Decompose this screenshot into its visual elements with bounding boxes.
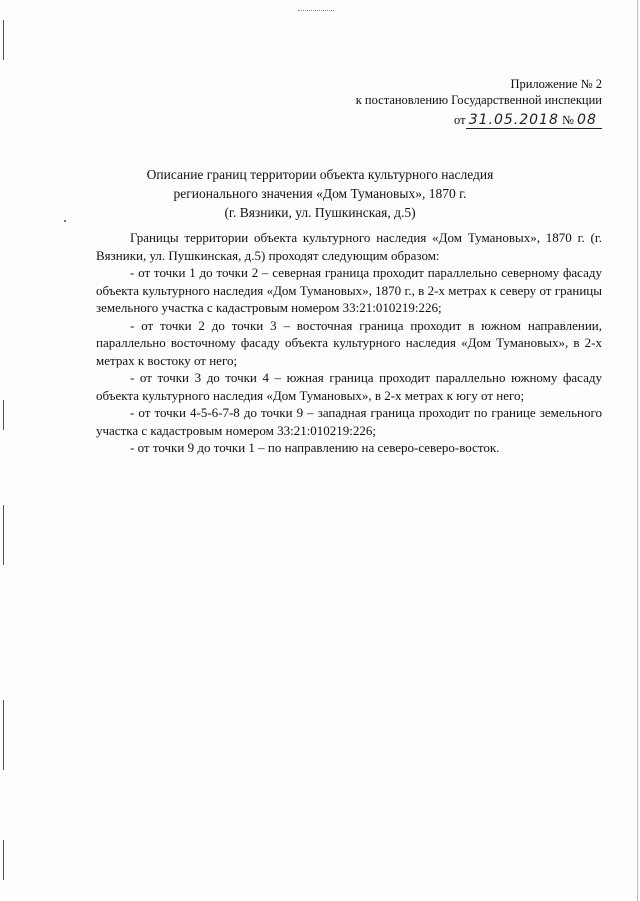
appendix-header (356, 76, 602, 108)
document-body (96, 229, 602, 457)
boundary-south: - от точки 3 до точки 4 – южная граница проходит параллельно южному фасаду объекта культурного наследия «Дом Тумановых», в 2-х метрах к югу от него; (96, 370, 602, 403)
handwritten-number: 08 (577, 112, 597, 128)
title-line-2: регионального значения «Дом Тумановых», 1870 г. (173, 186, 467, 201)
appendix-number: Приложение № 2 (510, 77, 602, 91)
date-underline (466, 128, 602, 129)
boundary-north: - от точки 1 до точки 2 – северная граница проходит параллельно северному фасаду объекта культурного наследия «Дом Тумановых», 1870 г., в 2-х метрах к северу от границы земельного участка с кадастровым номером 33:21:010219:226; (96, 265, 602, 315)
resolution-date-line (454, 112, 597, 128)
scan-edge-mark (3, 505, 4, 565)
document-title (0, 165, 640, 222)
handwritten-date: 31.05.2018 (468, 112, 559, 128)
boundary-east: - от точки 2 до точки 3 – восточная граница проходит в южном направлении, параллельно восточному фасаду объекта культурного наследия «Дом Тумановых», в 2-х метрах к востоку от него; (96, 317, 602, 368)
date-prefix: от (454, 113, 466, 127)
scan-artifact (298, 10, 334, 15)
scan-edge-mark (3, 700, 4, 770)
number-prefix: № (561, 113, 574, 127)
title-line-1: Описание границ территории объекта культурного наследия (146, 167, 494, 182)
intro-paragraph: Границы территории объекта культурного наследия «Дом Тумановых», 1870 г. (г. Вязники, ул. Пушкинская, д.5) проходят следующим образом: (96, 230, 602, 263)
appendix-reference: к постановлению Государственной инспекции (355, 93, 602, 107)
scan-edge-mark (3, 400, 4, 430)
scan-edge-mark (3, 840, 4, 880)
scan-edge-right (637, 0, 638, 901)
scan-edge-mark (3, 20, 4, 60)
boundary-closing: - от точки 9 до точки 1 – по направлению на северо-северо-восток. (130, 440, 500, 455)
title-line-3: (г. Вязники, ул. Пушкинская, д.5) (224, 205, 416, 220)
boundary-west: - от точки 4-5-6-7-8 до точки 9 – западная граница проходит по границе земельного участка с кадастровым номером 33:21:010219:226; (96, 405, 602, 438)
